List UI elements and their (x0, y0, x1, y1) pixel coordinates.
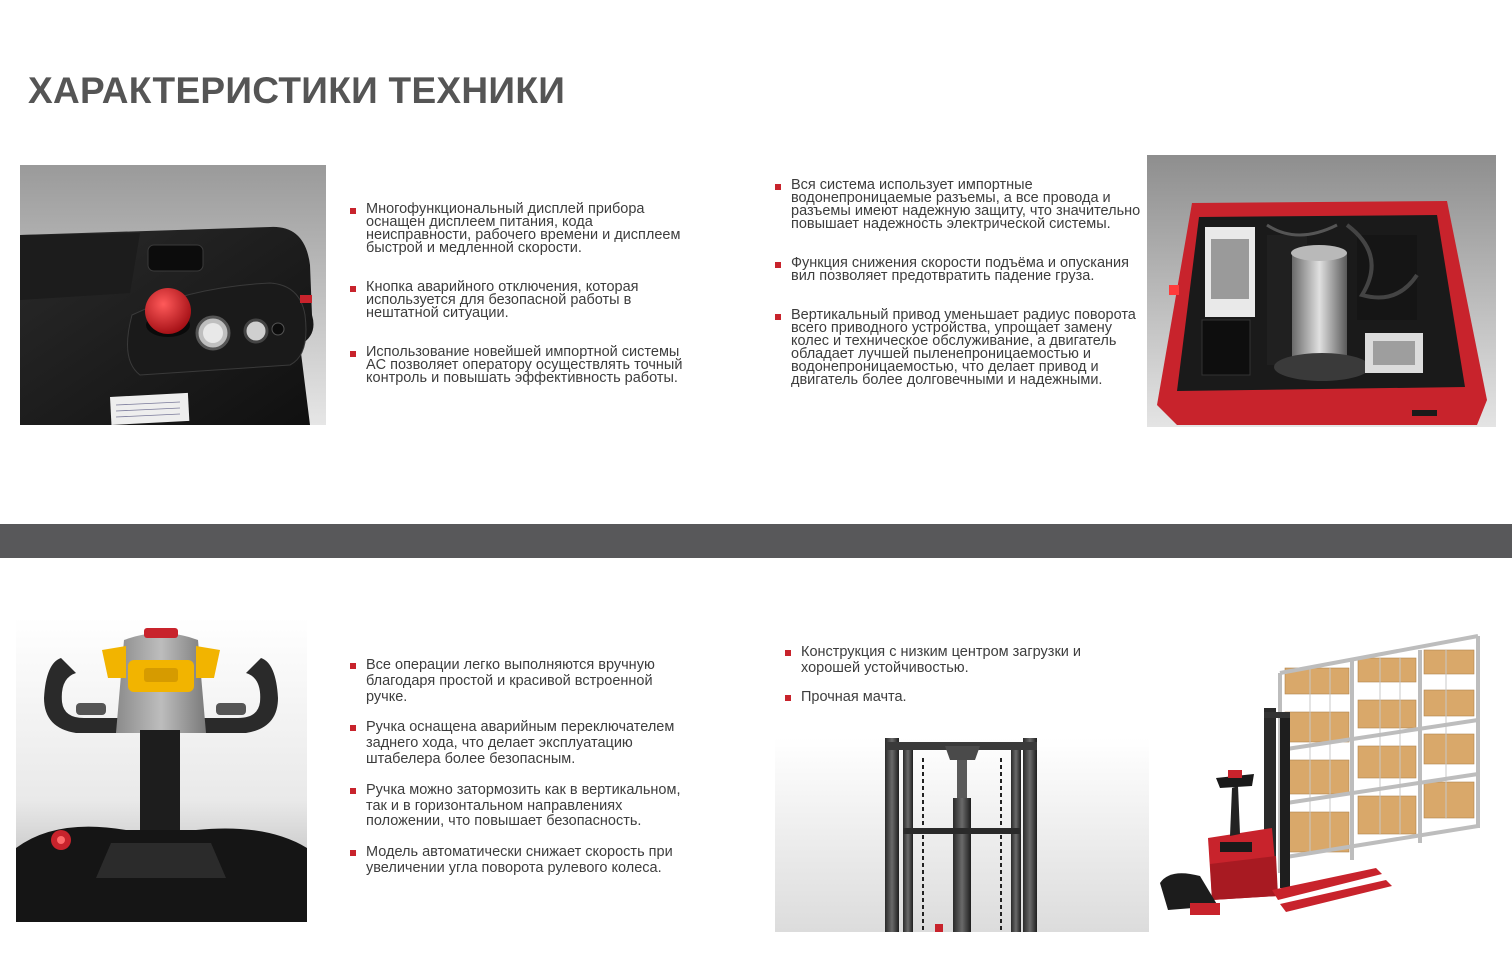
list-item: Ручка оснащена аварийным переключателем заднего хода, что делает эксплуатацию штабелера более безопасным. (350, 720, 695, 767)
list-item: Использование новейшей импортной системы AC позволяет оператору осуществлять точный контроль и повышать эффективность работы. (350, 346, 690, 385)
mast-feature-list (785, 645, 1105, 705)
tiller-handle-photo (16, 618, 307, 922)
list-item: Модель автоматически снижает скорость при увеличении угла поворота рулевого колеса. (350, 845, 695, 877)
section-divider (0, 524, 1512, 558)
list-item: Конструкция с низким центром загрузки и хорошей устойчивостью. (785, 645, 1105, 677)
list-item: Ручка можно затормозить как в вертикальном, так и в горизонтальном направлениях положении, что повышает безопасность. (350, 783, 695, 830)
electrical-feature-list (775, 179, 1147, 387)
handle-feature-list (350, 658, 695, 877)
mast-photo (775, 738, 1149, 932)
page-title: ХАРАКТЕРИСТИКИ ТЕХНИКИ (28, 70, 566, 111)
list-item: Все операции легко выполняются вручную благодаря простой и красивой встроенной ручке. (350, 658, 695, 705)
control-panel-feature-list (350, 203, 690, 385)
motor-compartment-photo (1147, 155, 1496, 427)
list-item: Функция снижения скорости подъёма и опускания вил позволяет предотвратить падение груза. (775, 257, 1147, 283)
list-item: Многофункциональный дисплей прибора оснащен дисплеем питания, кода неисправности, рабочего времени и дисплеем быстрой и медленной скорости. (350, 203, 690, 255)
control-panel-photo (20, 165, 326, 425)
list-item: Вся система использует импортные водонепроницаемые разъемы, а все провода и разъемы имеют надежную защиту, что значительно повышает надежность электрической системы. (775, 179, 1147, 231)
list-item: Прочная мачта. (785, 690, 1105, 706)
list-item: Вертикальный привод уменьшает радиус поворота всего приводного устройства, упрощает замену колес и техническое обслуживание, а двигатель обладает лучшей пыленепроницаемостью и водонепроницаемостью, что делает привод и двигатель более долговечными и надежными. (775, 309, 1147, 387)
stacker-warehouse-photo (1160, 628, 1494, 918)
list-item: Кнопка аварийного отключения, которая используется для безопасной работы в нештатной ситуации. (350, 281, 690, 320)
